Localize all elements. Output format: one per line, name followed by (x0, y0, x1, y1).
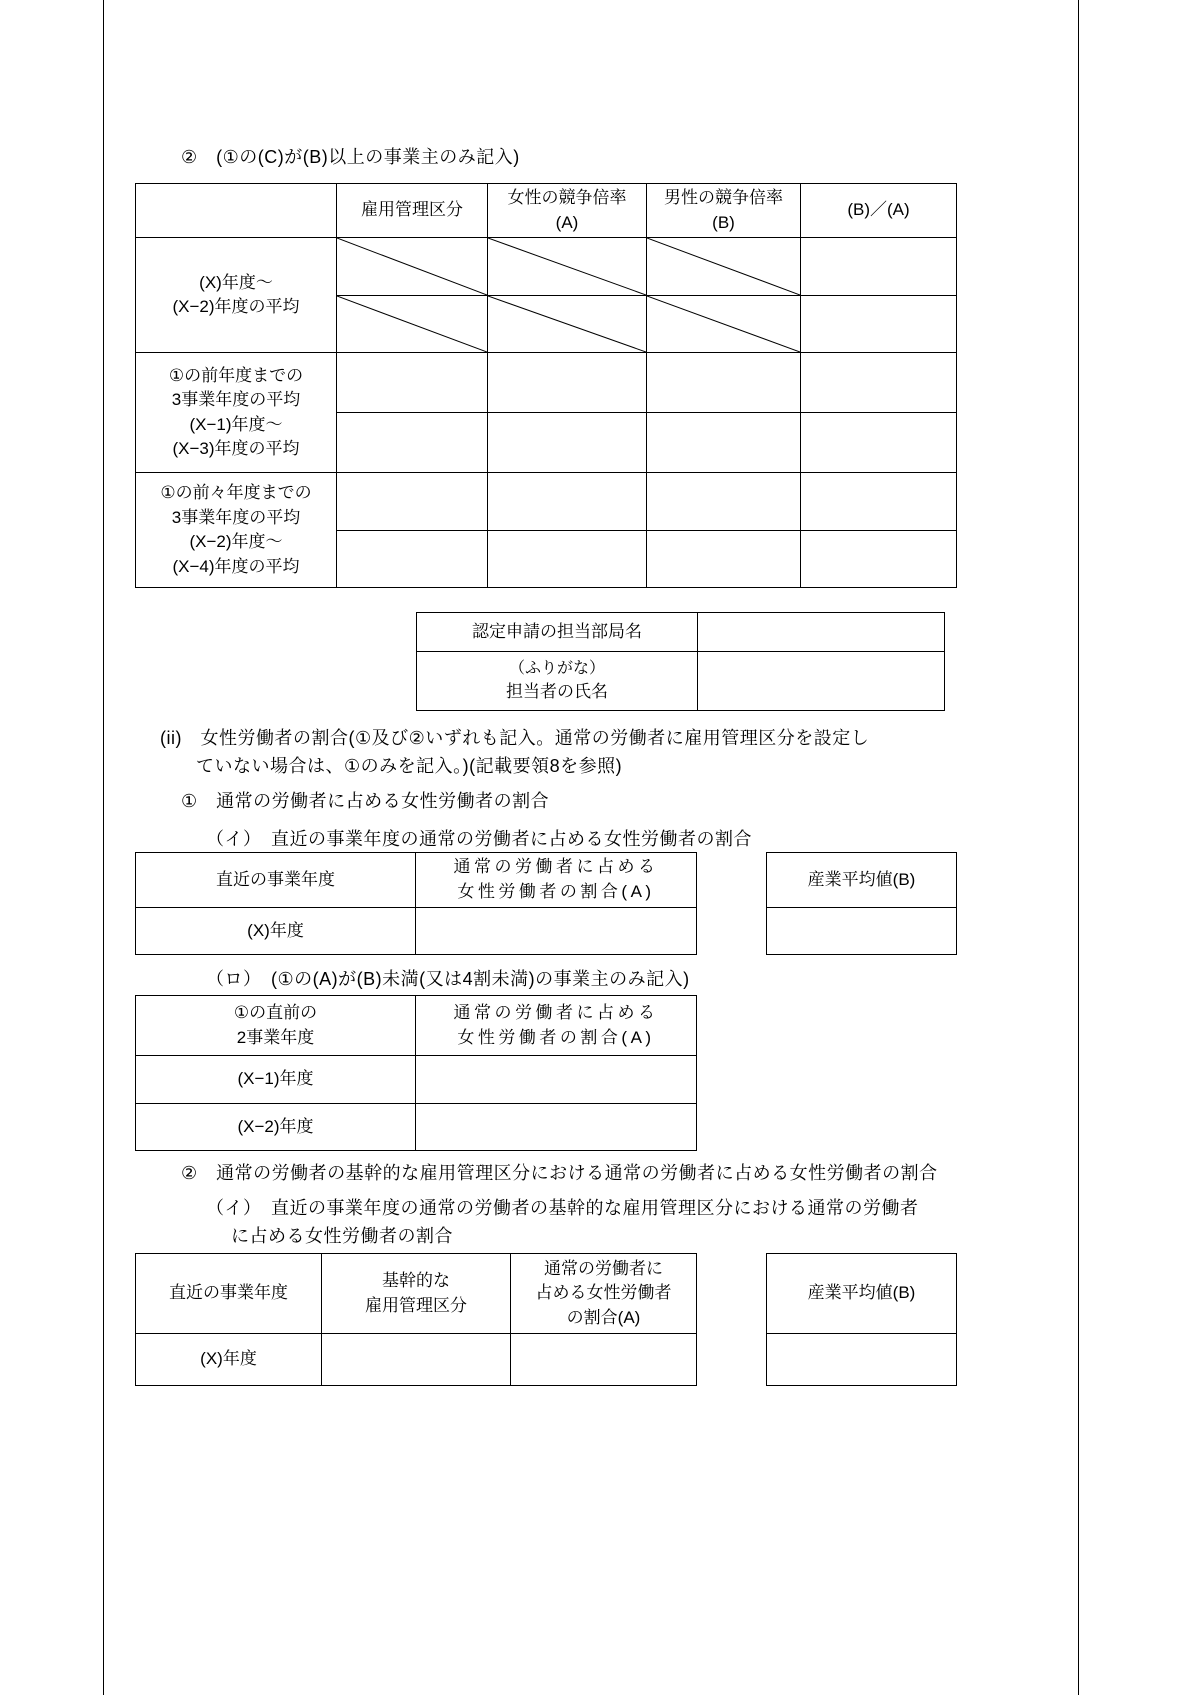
previous-years-row2 (136, 1104, 697, 1151)
core-category-row-label: (X)年度 (136, 1334, 322, 1386)
group3-label-line3: (X−2)年度〜 (189, 532, 283, 552)
group3-label-line4: (X−4)年度の平均 (172, 556, 300, 576)
empty-data-cell (337, 413, 488, 473)
person-value-cell (698, 652, 945, 711)
previous-years-row1-label: (X−1)年度 (136, 1056, 416, 1104)
core-category-col3-header-line1: 通常の労働者に (544, 1258, 663, 1278)
industry-average-1-data-row (767, 908, 957, 955)
empty-data-cell (647, 353, 801, 413)
recent-year-col2-header (416, 853, 697, 908)
section2-note: ② (①の(C)が(B)以上の事業主のみ記入) (181, 147, 520, 167)
header-male-rate (647, 184, 801, 238)
group3-label-line2: 3事業年度の平均 (171, 507, 301, 527)
empty-data-cell (488, 473, 647, 531)
group1-label-line1: (X)年度〜 (199, 272, 273, 292)
empty-data-cell (488, 353, 647, 413)
group2-label-line1: ①の前年度までの (168, 365, 304, 385)
struck-cell (488, 238, 647, 296)
struck-cell (647, 296, 801, 353)
recent-year-col1-header: 直近の事業年度 (136, 853, 416, 908)
struck-cell (647, 238, 801, 296)
header-ratio: (B)／(A) (801, 184, 957, 238)
industry-average-2-data-row (767, 1334, 957, 1386)
competition-rate-table (135, 183, 957, 588)
empty-data-cell (337, 531, 488, 588)
empty-data-cell (488, 413, 647, 473)
group2-label-line2: 3事業年度の平均 (171, 390, 301, 410)
empty-data-cell (416, 1056, 697, 1104)
empty-data-cell (647, 413, 801, 473)
previous-years-col1-header-line1: ①の直前の (233, 1002, 318, 1022)
recent-year-row-label: (X)年度 (136, 908, 416, 955)
previous-years-col2-header-line1: 通常の労働者に占める (453, 1002, 659, 1022)
diagonal-line-icon (647, 238, 800, 295)
item1-heading: ① 通常の労働者に占める女性労働者の割合 (181, 791, 550, 811)
recent-year-data-row (136, 908, 697, 955)
previous-years-col2-header (416, 996, 697, 1056)
empty-data-cell (767, 908, 957, 955)
empty-data-cell (416, 1104, 697, 1151)
previous-years-col1-header (136, 996, 416, 1056)
empty-data-cell (801, 473, 957, 531)
recent-year-ratio-table (135, 852, 697, 955)
dept-value-cell (698, 613, 945, 652)
previous-years-table (135, 995, 697, 1151)
page-border-left (103, 0, 104, 1695)
core-category-header-row (136, 1254, 697, 1334)
item2-heading: ② 通常の労働者の基幹的な雇用管理区分における通常の労働者に占める女性労働者の割合 (181, 1163, 938, 1183)
header-male-rate-line1: 男性の競争倍率 (664, 188, 783, 207)
empty-data-cell (488, 531, 647, 588)
contact-table (416, 612, 945, 711)
previous-years-header-row (136, 996, 697, 1056)
header-male-rate-line2: (B) (712, 212, 735, 232)
empty-data-cell (647, 473, 801, 531)
item1-sub-ro-heading: （ロ） (①の(A)が(B)未満(又は4割未満)の事業主のみ記入) (206, 969, 690, 989)
empty-data-cell (416, 908, 697, 955)
previous-years-col2-header-line2: 女性労働者の割合(A) (457, 1027, 655, 1047)
core-category-data-row (136, 1334, 697, 1386)
industry-average-1-header: 産業平均値(B) (767, 853, 957, 908)
core-category-col3-header-line3: の割合(A) (566, 1307, 641, 1327)
item2-sub-i-line1: （イ） 直近の事業年度の通常の労働者の基幹的な雇用管理区分における通常の労働者 (206, 1198, 919, 1218)
competition-header-row (136, 184, 957, 238)
group2-label-line4: (X−3)年度の平均 (172, 439, 300, 459)
empty-data-cell (337, 353, 488, 413)
struck-cell (337, 238, 488, 296)
core-category-table (135, 1253, 697, 1386)
dept-label-cell: 認定申請の担当部局名 (417, 613, 698, 652)
contact-person-row (417, 652, 945, 711)
core-category-col2-header-line2: 雇用管理区分 (365, 1295, 467, 1315)
core-category-col2-header (322, 1254, 511, 1334)
empty-data-cell (801, 238, 957, 296)
person-label-cell (417, 652, 698, 711)
core-category-col3-header (511, 1254, 697, 1334)
group3-label-cell (136, 473, 337, 588)
struck-cell (488, 296, 647, 353)
previous-years-row2-label: (X−2)年度 (136, 1104, 416, 1151)
header-female-rate-line2: (A) (555, 212, 579, 232)
empty-data-cell (767, 1334, 957, 1386)
struck-cell (337, 296, 488, 353)
header-employment-category: 雇用管理区分 (337, 184, 488, 238)
section-ii-line2: ていない場合は、①のみを記入。)(記載要領8を参照) (196, 756, 623, 776)
empty-data-cell (647, 531, 801, 588)
group3-label-line1: ①の前々年度までの (160, 483, 312, 502)
group2-label-cell (136, 353, 337, 473)
empty-data-cell (801, 296, 957, 353)
header-female-rate-line1: 女性の競争倍率 (507, 188, 627, 207)
group1-row1 (136, 238, 957, 296)
diagonal-line-icon (337, 238, 487, 295)
industry-average-2-header: 産業平均値(B) (767, 1254, 957, 1334)
person-name-label: 担当者の氏名 (506, 682, 608, 702)
industry-average-table-1 (766, 852, 957, 955)
core-category-col3-header-line2: 占める女性労働者 (535, 1283, 672, 1303)
item2-sub-i-line2: に占める女性労働者の割合 (231, 1226, 453, 1246)
section-ii-line1: (ii) 女性労働者の割合(①及び②いずれも記入。通常の労働者に雇用管理区分を設定し (160, 728, 870, 748)
item1-sub-i-heading: （イ） 直近の事業年度の通常の労働者に占める女性労働者の割合 (206, 829, 752, 849)
core-category-col2-header-line1: 基幹的な (382, 1270, 450, 1290)
empty-data-cell (801, 413, 957, 473)
corner-cell (136, 184, 337, 238)
group2-row1 (136, 353, 957, 413)
previous-years-col1-header-line2: 2事業年度 (236, 1027, 315, 1047)
industry-average-1-header-row (767, 853, 957, 908)
diagonal-line-icon (337, 296, 487, 352)
recent-year-header-row (136, 853, 697, 908)
group1-label-line2: (X−2)年度の平均 (172, 297, 300, 317)
furigana-label: （ふりがな） (508, 660, 605, 678)
core-category-col1-header: 直近の事業年度 (136, 1254, 322, 1334)
empty-data-cell (337, 473, 488, 531)
empty-data-cell (801, 353, 957, 413)
industry-average-2-header-row (767, 1254, 957, 1334)
empty-data-cell (322, 1334, 511, 1386)
group2-label-line3: (X−1)年度〜 (189, 414, 283, 434)
previous-years-row1 (136, 1056, 697, 1104)
recent-year-col2-header-line1: 通常の労働者に占める (453, 857, 659, 877)
recent-year-col2-header-line2: 女性労働者の割合(A) (457, 882, 655, 901)
empty-data-cell (511, 1334, 697, 1386)
contact-dept-row (417, 613, 945, 652)
industry-average-table-2 (766, 1253, 957, 1386)
empty-data-cell (801, 531, 957, 588)
page-border-right (1078, 0, 1079, 1695)
diagonal-line-icon (488, 238, 646, 295)
diagonal-line-icon (647, 296, 800, 352)
group3-row1 (136, 473, 957, 531)
header-female-rate (488, 184, 647, 238)
diagonal-line-icon (488, 296, 646, 352)
group1-label-cell (136, 238, 337, 353)
